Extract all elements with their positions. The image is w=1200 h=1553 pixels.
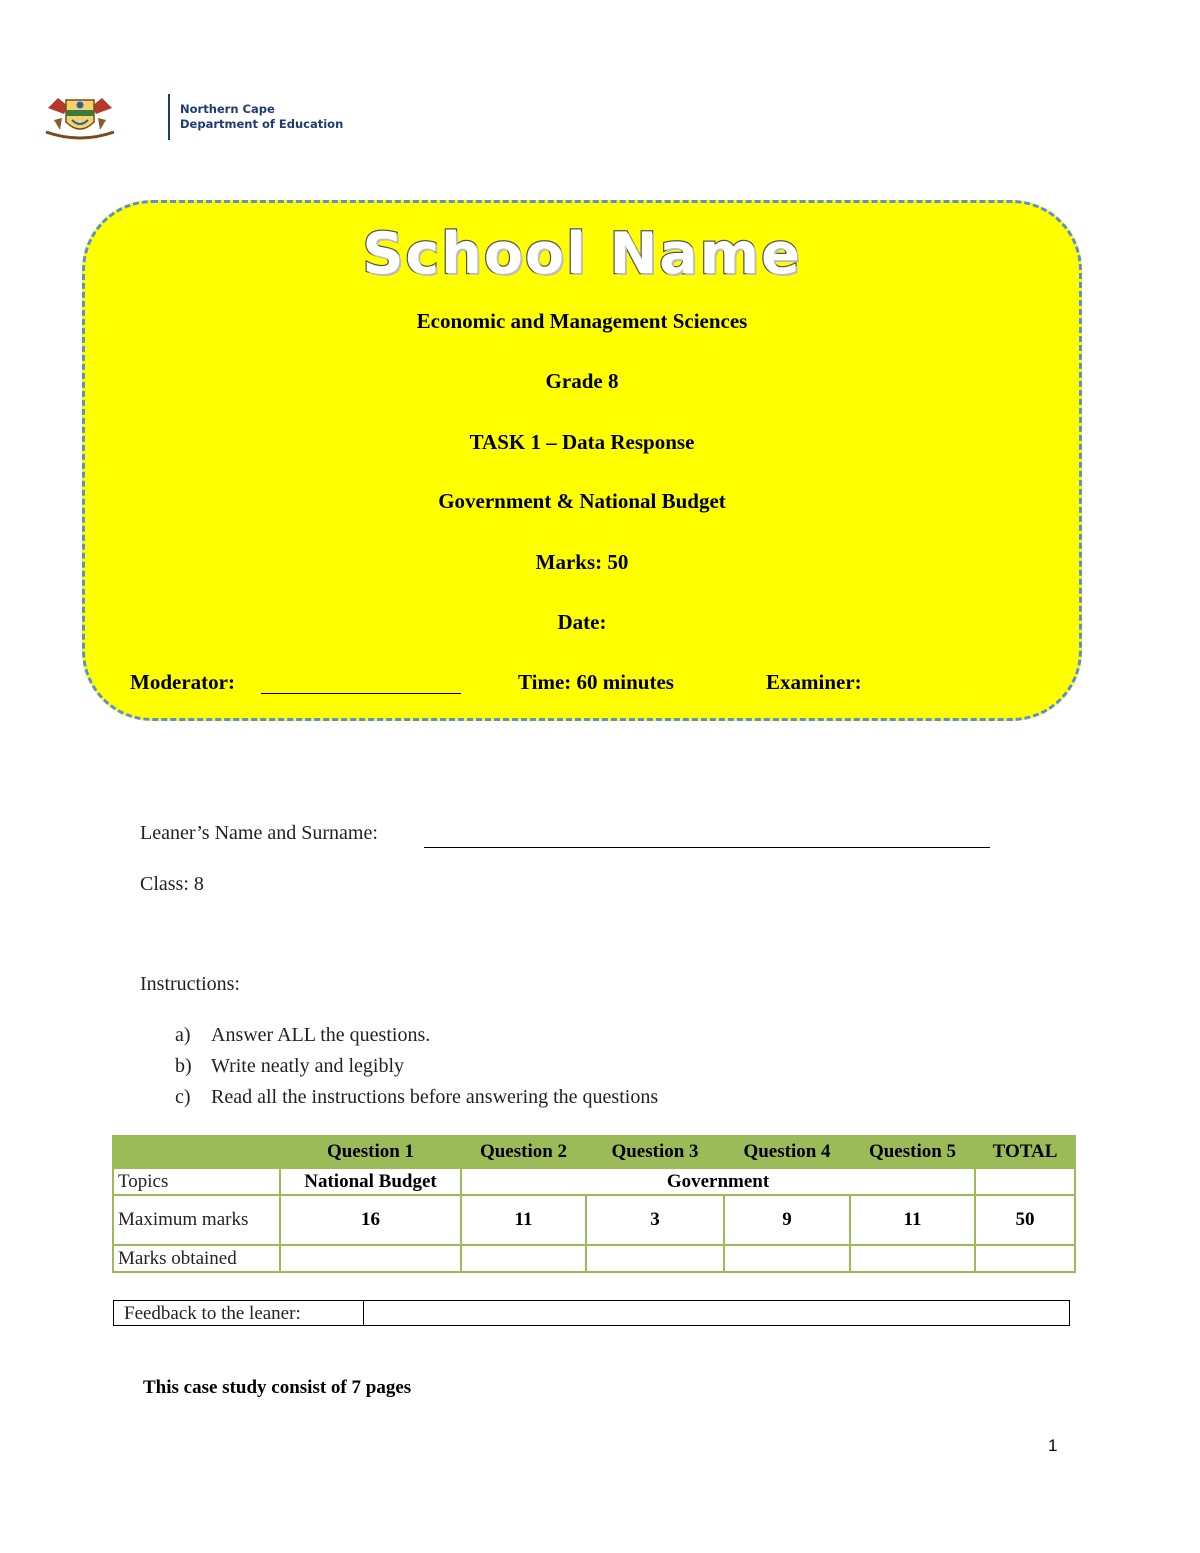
max-mark-cell: 50	[975, 1195, 1075, 1245]
table-row	[113, 1195, 1075, 1245]
school-name-title: School Name	[362, 221, 802, 287]
max-mark-cell: 9	[724, 1195, 850, 1245]
header-cell	[113, 1136, 280, 1168]
coat-of-arms-icon	[44, 92, 116, 140]
subject: Economic and Management Sciences	[416, 309, 748, 333]
header-cell: Question 1	[280, 1136, 461, 1168]
max-mark-cell: 11	[461, 1195, 586, 1245]
learner-name-line	[424, 847, 990, 848]
department-logo	[44, 92, 344, 142]
examiner-label: Examiner:	[766, 670, 862, 694]
instruction-item	[175, 1024, 430, 1047]
marks-obtained-cell[interactable]	[280, 1245, 461, 1272]
instruction-text: Answer ALL the questions.	[211, 1024, 431, 1046]
page-number: 1	[1048, 1436, 1058, 1455]
instruction-text: Read all the instructions before answering the questions	[211, 1086, 659, 1108]
row-label: Maximum marks	[113, 1195, 280, 1245]
marks-table	[112, 1135, 1076, 1273]
instruction-marker: a)	[175, 1024, 191, 1046]
header-cell: Question 5	[850, 1136, 975, 1168]
learner-name-label: Leaner’s Name and Surname:	[140, 822, 378, 844]
feedback-box	[113, 1300, 1070, 1326]
grade: Grade 8	[545, 369, 619, 393]
marks-obtained-cell[interactable]	[461, 1245, 586, 1272]
class-label: Class: 8	[140, 873, 204, 895]
marks-total: Marks: 50	[535, 550, 629, 574]
header-cell: Question 4	[724, 1136, 850, 1168]
moderator-signature-line	[261, 693, 461, 694]
empty-cell	[975, 1168, 1075, 1195]
row-label: Marks obtained	[113, 1245, 280, 1272]
max-mark-cell: 11	[850, 1195, 975, 1245]
table-header-row	[113, 1136, 1075, 1168]
header-cell: Question 2	[461, 1136, 586, 1168]
instruction-item	[175, 1055, 404, 1078]
instruction-item	[175, 1086, 658, 1109]
instructions-heading: Instructions:	[140, 973, 240, 995]
feedback-label: Feedback to the leaner:	[124, 1303, 301, 1324]
topic: Government & National Budget	[438, 489, 726, 513]
topic-cell: National Budget	[280, 1168, 461, 1195]
header-cell: TOTAL	[975, 1136, 1075, 1168]
org-name-line1: Northern Cape	[180, 102, 275, 116]
logo-divider	[168, 94, 170, 140]
time-label: Time: 60 minutes	[518, 670, 674, 694]
date-label: Date:	[557, 610, 607, 634]
org-name-line2: Department of Education	[180, 117, 344, 131]
marks-obtained-cell[interactable]	[586, 1245, 724, 1272]
moderator-label: Moderator:	[130, 670, 235, 694]
marks-obtained-cell[interactable]	[850, 1245, 975, 1272]
instruction-marker: b)	[175, 1055, 192, 1077]
instruction-text: Write neatly and legibly	[211, 1055, 405, 1077]
table-row	[113, 1168, 1075, 1195]
max-mark-cell: 16	[280, 1195, 461, 1245]
marks-obtained-cell[interactable]	[975, 1245, 1075, 1272]
pages-note: This case study consist of 7 pages	[143, 1377, 412, 1398]
row-label: Topics	[113, 1168, 280, 1195]
marks-obtained-cell[interactable]	[724, 1245, 850, 1272]
task-title: TASK 1 – Data Response	[469, 430, 695, 454]
feedback-divider	[363, 1301, 364, 1325]
instruction-marker: c)	[175, 1086, 191, 1108]
cover-box	[82, 200, 1082, 721]
topic-cell: Government	[461, 1168, 975, 1195]
table-row	[113, 1245, 1075, 1272]
max-mark-cell: 3	[586, 1195, 724, 1245]
header-cell: Question 3	[586, 1136, 724, 1168]
